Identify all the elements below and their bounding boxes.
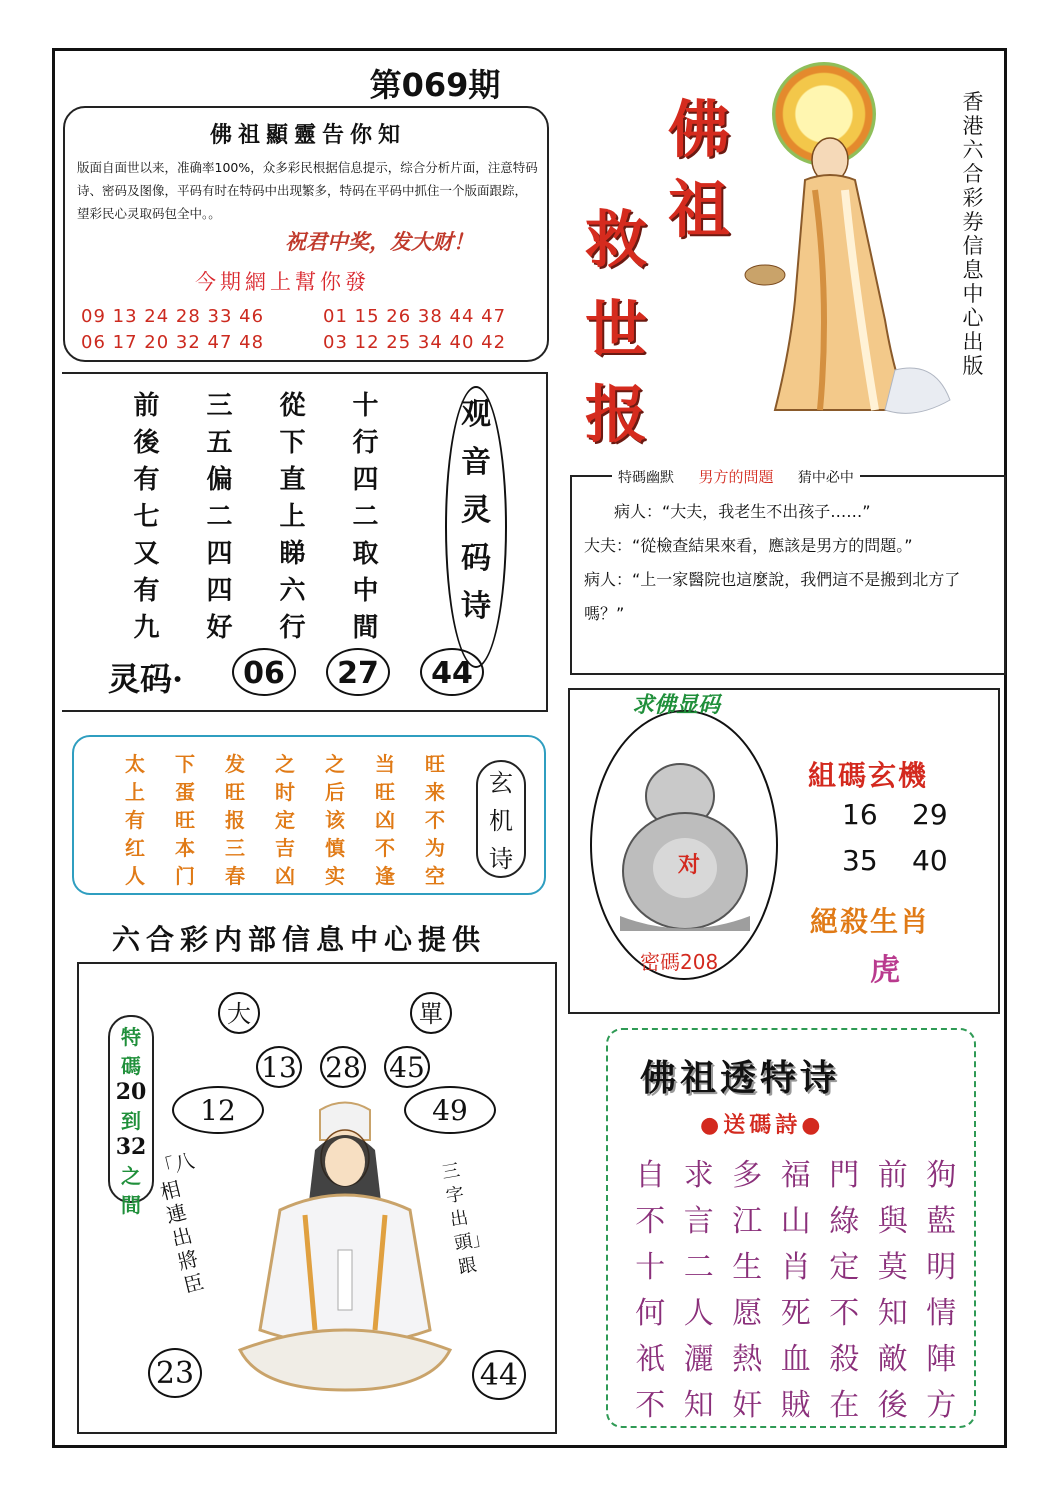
mystery-title-char: 诗 (489, 845, 513, 873)
poem-row (110, 496, 410, 533)
song-char: 不 (635, 1204, 666, 1239)
song-row (626, 1288, 966, 1334)
lingma-number: 06 (232, 648, 296, 696)
song-char: 狗 (926, 1158, 957, 1193)
mystery-char: 本 (175, 836, 195, 860)
song-grid (626, 1150, 966, 1426)
poem-char: 四 (352, 465, 379, 495)
number-oval: 49 (404, 1086, 496, 1134)
song-row (626, 1242, 966, 1288)
tema-end: 之 (121, 1164, 141, 1188)
song-char: 在 (829, 1388, 860, 1423)
right-verse: 三字出頭」跟 (440, 1159, 492, 1279)
mystery-char: 报 (225, 808, 245, 832)
song-char: 肖 (780, 1250, 811, 1285)
publisher-vertical: 香港六合彩券信息中心出版 (962, 90, 984, 378)
mystery-row (110, 776, 460, 804)
song-char: 知 (877, 1296, 908, 1331)
song-char: 二 (683, 1250, 714, 1285)
poem-char: 十 (352, 391, 379, 421)
title-char-3: 救 (585, 203, 648, 276)
mystery-row (110, 832, 460, 860)
song-char: 何 (635, 1296, 666, 1331)
lingma-number: 27 (326, 648, 390, 696)
dui-mark: 对 (678, 852, 701, 878)
zuma-number: 16 (842, 798, 878, 831)
mystery-char: 有 (125, 808, 145, 832)
mystery-char: 实 (325, 864, 345, 888)
song-char: 敵 (877, 1342, 908, 1377)
song-char: 明 (926, 1250, 957, 1285)
song-char: 奸 (732, 1388, 763, 1423)
song-char: 山 (780, 1204, 811, 1239)
poem-char: 上 (279, 502, 306, 532)
poem-char: 六 (279, 576, 306, 606)
mystery-char: 该 (325, 808, 345, 832)
poem-char: 四 (206, 539, 233, 569)
poem-char: 行 (279, 613, 306, 643)
poem-row (110, 607, 410, 644)
song-char: 莫 (877, 1250, 908, 1285)
number-circle: 28 (320, 1046, 366, 1088)
song-char: 前 (877, 1158, 908, 1193)
tema-end: 間 (121, 1193, 141, 1217)
mystery-char: 后 (325, 780, 345, 804)
tema-range-pill (108, 1015, 154, 1217)
number-circle: 44 (472, 1350, 526, 1400)
song-char: 熱 (732, 1342, 763, 1377)
mystery-char: 时 (275, 780, 295, 804)
poem-char: 睇 (279, 539, 306, 569)
jue-title: 絕殺生肖 (810, 905, 931, 938)
title-char-5: 报 (585, 378, 648, 451)
joke-line: 大夫：“從檢查結果來看，應該是男方的問題。” (584, 536, 913, 555)
tema-label: 特 (121, 1025, 141, 1049)
joke-text (584, 495, 994, 631)
mystery-char: 红 (125, 836, 145, 860)
poem-title-char: 观 (461, 397, 491, 432)
joke-line: 病人：“上一家醫院也這麼說，我們這不是搬到北方了嗎？” (584, 570, 961, 623)
poem-title-char: 诗 (461, 589, 491, 624)
mystery-poem-grid (110, 748, 460, 888)
poem-grid (110, 385, 410, 644)
intro-numbers-row2-left: 06 17 20 32 47 48 (81, 332, 265, 353)
mystery-char: 春 (225, 864, 245, 888)
poem-char: 又 (133, 539, 160, 569)
poem-char: 後 (133, 428, 160, 458)
song-char: 與 (877, 1204, 908, 1239)
mystery-char: 旺 (375, 780, 395, 804)
song-char: 言 (683, 1204, 714, 1239)
song-char: 方 (926, 1388, 957, 1423)
song-row (626, 1334, 966, 1380)
mystery-char: 来 (425, 780, 445, 804)
number-circle: 23 (148, 1348, 202, 1398)
joke-head-right: 猜中必中 (797, 470, 854, 486)
poem-char: 中 (352, 576, 379, 606)
intro-box (63, 106, 549, 362)
poem-char: 好 (206, 613, 233, 643)
song-char: 賊 (780, 1388, 811, 1423)
poem-char: 有 (133, 465, 160, 495)
mystery-row (110, 860, 460, 888)
intro-body: 版面自面世以来，准确率100%，众多彩民根据信息提示，综合分析片面，注意特码诗、密码及图像，平码有时在特码中出现繁多，特码在平码中抓住一个版面跟踪，望彩民心灵取码包全中。。 (77, 160, 538, 221)
song-row (626, 1196, 966, 1242)
mystery-char: 人 (125, 864, 145, 888)
mystery-char: 不 (425, 808, 445, 832)
song-char: 殺 (829, 1342, 860, 1377)
mystery-char: 三 (225, 836, 245, 860)
mystery-char: 凶 (375, 808, 395, 832)
poem-title-oval (445, 386, 507, 668)
mystery-char: 旺 (225, 780, 245, 804)
tema-from: 20 (115, 1079, 147, 1105)
song-char: 生 (732, 1250, 763, 1285)
mystery-title-pill (476, 760, 526, 878)
mystery-char: 凶 (275, 864, 295, 888)
song-char: 情 (926, 1296, 957, 1331)
provider-line: 六合彩内部信息中心提供 (112, 923, 487, 956)
song-char: 陣 (926, 1342, 957, 1377)
mystery-char: 旺 (175, 808, 195, 832)
intro-numbers-row2-right: 03 12 25 34 40 42 (323, 332, 507, 353)
zuma-number: 40 (912, 844, 948, 877)
poem-char: 直 (279, 465, 306, 495)
song-char: 求 (683, 1158, 714, 1193)
poem-char: 九 (133, 613, 160, 643)
mystery-title-char: 玄 (489, 769, 513, 797)
guanyin-standing-art (735, 120, 955, 430)
mystery-char: 门 (175, 864, 195, 888)
number-circle: 13 (256, 1046, 302, 1088)
song-char: 衹 (635, 1342, 666, 1377)
tema-label: 碼 (121, 1054, 141, 1078)
poem-char: 二 (352, 502, 379, 532)
mystery-char: 旺 (425, 752, 445, 776)
song-subtitle: ●送碼詩● (700, 1112, 825, 1138)
title-char-2: 祖 (668, 173, 731, 246)
issue-number: 第069期 (369, 66, 501, 104)
poem-char: 三 (206, 391, 233, 421)
song-title: 佛祖透特诗 (640, 1057, 841, 1099)
song-char: 自 (635, 1158, 666, 1193)
mystery-char: 不 (375, 836, 395, 860)
song-char: 愿 (732, 1296, 763, 1331)
zuma-number: 35 (842, 844, 878, 877)
mystery-row (110, 748, 460, 776)
poem-char: 下 (279, 428, 306, 458)
intro-title: 佛祖顯靈告你知 (209, 122, 406, 148)
number-circle: 45 (384, 1046, 430, 1088)
joke-head-left: 特碼幽默 (618, 470, 674, 486)
lingma-number: 44 (420, 648, 484, 696)
song-row (626, 1380, 966, 1426)
song-char: 多 (732, 1158, 763, 1193)
song-char: 不 (635, 1388, 666, 1423)
zuma-title: 組碼玄機 (808, 759, 929, 792)
number-oval: 12 (172, 1086, 264, 1134)
poem-char: 行 (352, 428, 379, 458)
poem-char: 有 (133, 576, 160, 606)
song-char: 十 (635, 1250, 666, 1285)
song-char: 門 (829, 1158, 860, 1193)
title-char-4: 世 (585, 293, 648, 366)
intro-numbers-row1-left: 09 13 24 28 33 46 (81, 306, 265, 327)
dan-circle: 單 (410, 992, 452, 1034)
mystery-char: 吉 (275, 836, 295, 860)
lingma-label: 灵码· (108, 660, 184, 698)
mystery-char: 为 (425, 836, 445, 860)
song-char: 灑 (683, 1342, 714, 1377)
laughing-buddha-art (610, 756, 760, 936)
poem-char: 二 (206, 502, 233, 532)
song-char: 綠 (829, 1204, 860, 1239)
poem-title-char: 灵 (461, 493, 491, 528)
zuma-number: 29 (912, 798, 948, 831)
mystery-char: 发 (225, 752, 245, 776)
title-char-1: 佛 (668, 93, 731, 166)
poem-row (110, 385, 410, 422)
left-verse: 「八相連出將臣 (152, 1148, 207, 1298)
intro-wish: 祝君中奖，发大财！ (285, 229, 474, 254)
song-char: 福 (780, 1158, 811, 1193)
mystery-char: 当 (375, 752, 395, 776)
joke-line: 病人：“大夫，我老生不出孩子……” (614, 502, 871, 521)
mystery-row (110, 804, 460, 832)
song-char: 血 (780, 1342, 811, 1377)
poem-row (110, 459, 410, 496)
mystery-char: 太 (125, 752, 145, 776)
mystery-char: 蛋 (175, 780, 195, 804)
poem-title-char: 码 (461, 541, 491, 576)
poem-row (110, 570, 410, 607)
poem-row (110, 533, 410, 570)
mystery-char: 定 (275, 808, 295, 832)
poem-char: 從 (279, 391, 306, 421)
song-char: 江 (732, 1204, 763, 1239)
tema-to: 32 (115, 1134, 147, 1160)
intro-subtitle: 今期網上幫你發 (195, 270, 370, 294)
poem-char: 五 (206, 428, 233, 458)
song-row (626, 1150, 966, 1196)
mystery-char: 逢 (375, 864, 395, 888)
da-circle: 大 (218, 992, 260, 1034)
joke-header (612, 466, 860, 487)
buddha-heading: 求佛显码 (632, 692, 721, 718)
poem-title-char: 音 (461, 445, 491, 480)
mystery-char: 下 (175, 752, 195, 776)
song-char: 知 (683, 1388, 714, 1423)
jue-value: 虎 (870, 953, 900, 988)
poem-char: 間 (352, 613, 379, 643)
song-char: 藍 (926, 1204, 957, 1239)
song-char: 定 (829, 1250, 860, 1285)
poem-char: 前 (133, 391, 160, 421)
poem-char: 七 (133, 502, 160, 532)
song-char: 人 (683, 1296, 714, 1331)
tema-to-char: 到 (121, 1109, 141, 1133)
song-char: 死 (780, 1296, 811, 1331)
poem-row (110, 422, 410, 459)
mystery-char: 之 (275, 752, 295, 776)
mystery-char: 慎 (325, 836, 345, 860)
mystery-char: 空 (425, 864, 445, 888)
poem-char: 四 (206, 576, 233, 606)
mystery-title-char: 机 (489, 807, 513, 835)
poem-char: 取 (352, 539, 379, 569)
mima-label: 密碼208 (640, 950, 719, 974)
mystery-char: 上 (125, 780, 145, 804)
intro-numbers-row1-right: 01 15 26 38 44 47 (323, 306, 507, 327)
guanyin-seated-art (220, 1100, 470, 1400)
joke-head-mid: 男方的問題 (698, 468, 774, 486)
song-char: 後 (877, 1388, 908, 1423)
song-char: 不 (829, 1296, 860, 1331)
poem-char: 偏 (206, 465, 233, 495)
mystery-char: 之 (325, 752, 345, 776)
